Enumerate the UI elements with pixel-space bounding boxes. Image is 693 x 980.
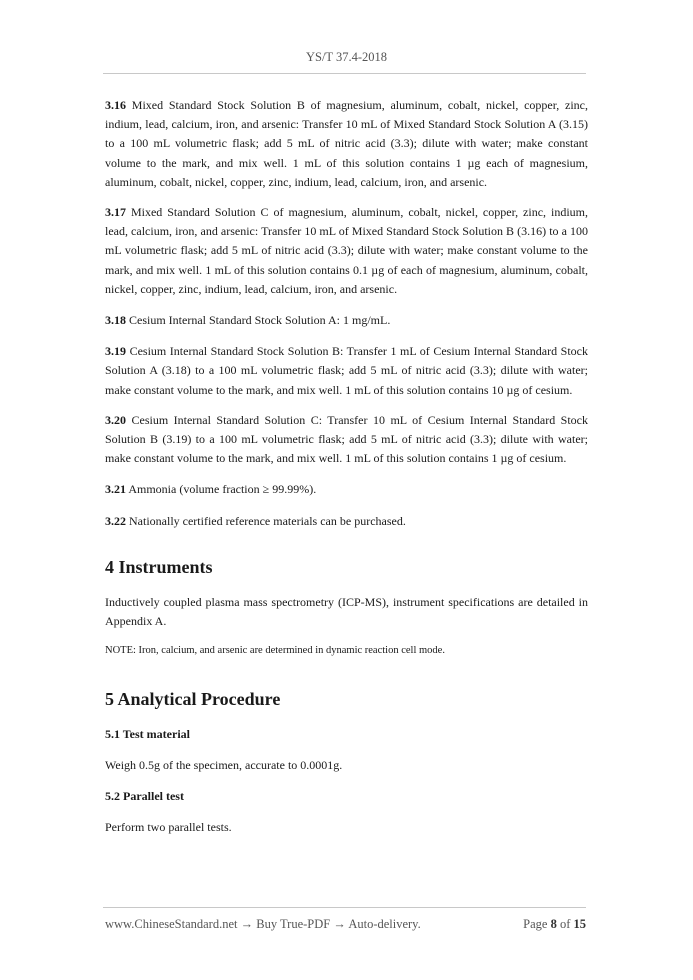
clause-number: 3.21: [105, 482, 126, 497]
buy-pdf-text: Buy True-PDF: [256, 917, 331, 931]
page-label: Page: [523, 917, 548, 931]
delivery-text: Auto-delivery.: [348, 917, 421, 931]
clause-text: Mixed Standard Stock Solution B of magnesium, aluminum, cobalt, nickel, copper, zinc, indium, lead, calcium, iron, and arsenic: Transfer 10 mL of Mixed Standard Stock Solution A (3.15) to a 100 mL volumetric flask; add 5 mL of nitric acid (3.3); dilute with water; make constant volume to the mark, and mix well. 1 mL of this solution contains 1 µg each of magnesium, aluminum, cobalt, nickel, copper, zinc, indium, lead, calcium, iron, and arsenic.: [105, 98, 589, 189]
section-4-body: Inductively coupled plasma mass spectrometry (ICP-MS), instrument specifications are detailed in Appendix A.: [105, 594, 588, 629]
subsection-5-1-title: 5.1 Test material: [105, 727, 190, 742]
clause-number: 3.19: [105, 344, 126, 359]
subsection-5-1-body: Weigh 0.5g of the specimen, accurate to 0.0001g.: [105, 758, 343, 773]
doc-id: YS/T 37.4-2018: [305, 50, 388, 64]
arrow-right-icon: →: [333, 917, 346, 931]
clause-number: 3.22: [105, 513, 126, 528]
clause-3-21: [105, 480, 588, 499]
footer-promo: [105, 917, 421, 932]
clause-text: Nationally certified reference materials can be purchased.: [129, 513, 406, 528]
site-link[interactable]: www.ChineseStandard.net: [105, 917, 238, 931]
page-of: of: [559, 917, 571, 931]
clause-3-18: [105, 311, 588, 330]
page-current: 8: [550, 917, 557, 931]
arrow-right-icon: →: [240, 917, 254, 931]
clause-text: Mixed Standard Solution C of magnesium, aluminum, cobalt, nickel, copper, zinc, indium, lead, calcium, iron, and arsenic: Transfer 10 mL of Mixed Standard Stock Solution B (3.16) to a 100 mL volumetric flask; add 5 mL of nitric acid (3.3); dilute with water; make constant volume to the mark, and mix well. 1 mL of this solution contains 0.1 µg of each of magnesium, aluminum, cobalt, nickel, copper, zinc, indium, lead, calcium, iron, and arsenic.: [105, 205, 588, 296]
clause-3-17: [105, 203, 588, 299]
subsection-5-2-body: Perform two parallel tests.: [105, 820, 232, 835]
page-content: [105, 96, 588, 838]
clause-number: 3.17: [105, 205, 126, 220]
clause-3-19: [105, 342, 588, 400]
clause-3-20: [105, 411, 588, 469]
document-header: [0, 50, 693, 65]
page-total: 15: [573, 917, 586, 931]
clause-text: Ammonia (volume fraction ≥ 99.99%).: [128, 482, 317, 497]
clause-text: Cesium Internal Standard Stock Solution A: 1 mg/mL.: [129, 313, 391, 328]
section-4-title: 4 Instruments: [105, 556, 213, 577]
header-divider: [103, 73, 586, 74]
clause-number: 3.20: [105, 412, 126, 427]
section-5-title: 5 Analytical Procedure: [105, 689, 281, 710]
clause-3-22: [105, 512, 588, 531]
clause-number: 3.18: [105, 313, 126, 328]
subsection-5-2-title: 5.2 Parallel test: [105, 789, 184, 804]
page-number: [523, 917, 586, 932]
clause-text: Cesium Internal Standard Solution C: Transfer 10 mL of Cesium Internal Standard Stock Solution B (3.19) to a 100 mL volumetric flask; add 5 mL of nitric acid (3.3); dilute with water; make constant volume to the mark, and mix well. 1 mL of this solution contains 1 µg of cesium.: [105, 412, 589, 466]
footer-divider: [103, 907, 586, 908]
section-4-note: NOTE: Iron, calcium, and arsenic are determined in dynamic reaction cell mode.: [105, 645, 445, 657]
clause-3-16: [105, 96, 588, 192]
clause-number: 3.16: [105, 98, 126, 112]
clause-text: Cesium Internal Standard Stock Solution B: Transfer 1 mL of Cesium Internal Standard Stock Solution A (3.18) to a 100 mL volumetric flask; add 5 mL of nitric acid (3.3); dilute with water; make constant volume to the mark, and mix well. 1 mL of this solution contains 10 µg of cesium.: [105, 344, 589, 397]
